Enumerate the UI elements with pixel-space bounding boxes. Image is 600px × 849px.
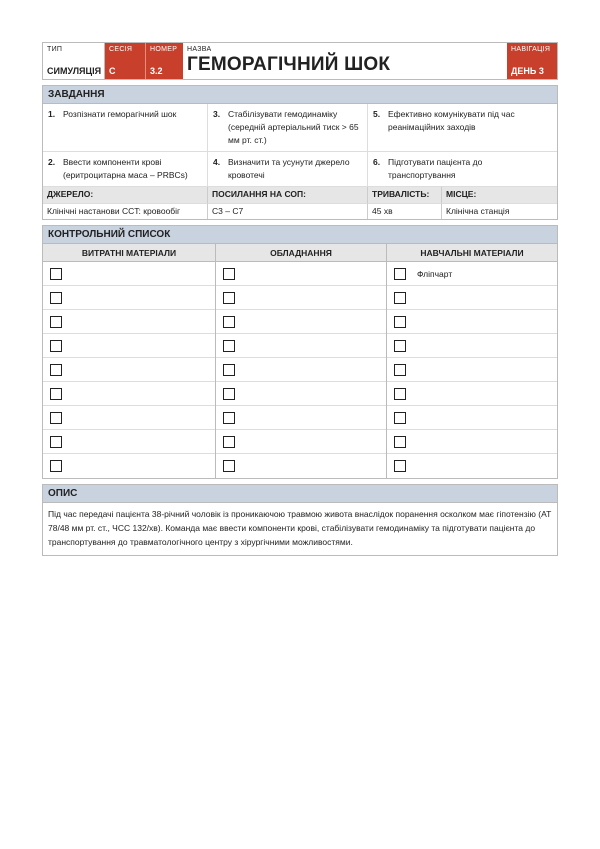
checkbox[interactable] [223, 316, 235, 328]
task-number: 6. [373, 157, 381, 167]
number-cell [145, 43, 183, 79]
checklist-row [216, 262, 386, 286]
tasks-section [42, 85, 558, 220]
checkbox[interactable] [50, 388, 62, 400]
nav-cell[interactable] [507, 43, 557, 79]
task-item [207, 152, 367, 187]
description-text: Під час передачі пацієнта 38-річний чоловік із проникаючою травмою живота внаслідок поранення осколком має гіпотензію (АТ 78/48 мм рт. ст., ЧСС 132/хв). Команда має ввести компоненти крові, стабілізувати гемодинаміку та підготувати пацієнта до транспортування до травматологічного центру з хірургічними можливостями. [48, 509, 552, 547]
checkbox[interactable] [50, 316, 62, 328]
session-value: С [109, 66, 116, 76]
checklist-row [387, 310, 557, 334]
checkbox[interactable] [223, 292, 235, 304]
task-item [367, 104, 557, 152]
description-section [42, 484, 558, 556]
consumables-header: ВИТРАТНІ МАТЕРІАЛИ [43, 244, 215, 262]
nav-value[interactable]: ДЕНЬ 3 [511, 66, 544, 76]
task-number: 2. [48, 157, 56, 167]
checklist-header-row [43, 244, 557, 262]
checkbox[interactable] [223, 388, 235, 400]
checklist-row [43, 286, 215, 310]
title-label: НАЗВА [187, 46, 212, 53]
checklist-row [43, 358, 215, 382]
place-value: Клінічна станція [441, 203, 557, 219]
task-text: Визначити та усунути джерело кровотечі [228, 157, 350, 180]
type-label: ТИП [47, 46, 63, 53]
checkbox[interactable] [394, 268, 406, 280]
task-number: 1. [48, 109, 56, 119]
task-text: Підготувати пацієнта до транспортування [388, 157, 483, 180]
checklist-row [216, 382, 386, 406]
checklist-row [387, 358, 557, 382]
checkbox[interactable] [394, 292, 406, 304]
number-label: НОМЕР [150, 46, 178, 53]
checkbox[interactable] [394, 388, 406, 400]
checklist-row [43, 430, 215, 454]
type-value: СИМУЛЯЦІЯ [47, 66, 102, 76]
checklist-row [387, 430, 557, 454]
checkbox[interactable] [50, 292, 62, 304]
consumables-column [43, 262, 215, 478]
task-text: Стабілізувати гемодинаміку (середній артеріальний тиск > 65 мм рт. ст.) [228, 109, 359, 145]
header [42, 42, 558, 80]
checkbox[interactable] [394, 460, 406, 472]
checkbox[interactable] [50, 436, 62, 448]
task-text: Ефективно комунікувати під час реанімаційних заходів [388, 109, 515, 132]
task-text: Ввести компоненти крові (еритроцитарна маса – PRBCs) [63, 157, 188, 180]
checkbox[interactable] [223, 340, 235, 352]
page-title: ГЕМОРАГІЧНИЙ ШОК [187, 54, 391, 75]
checkbox[interactable] [50, 412, 62, 424]
checklist-row [216, 286, 386, 310]
checkbox[interactable] [394, 340, 406, 352]
task-item [43, 104, 207, 152]
source-value: Клінічні настанови CCT: кровообіг [43, 203, 207, 219]
checkbox[interactable] [223, 412, 235, 424]
task-text: Розпізнати геморагічний шок [63, 109, 177, 119]
checklist-heading: КОНТРОЛЬНИЙ СПИСОК [43, 226, 557, 244]
task-item [43, 152, 207, 187]
task-number: 5. [373, 109, 381, 119]
description-heading: ОПИС [43, 485, 557, 503]
meta-grid [43, 187, 557, 219]
source-label: ДЖЕРЕЛО: [43, 187, 207, 203]
checklist-row [43, 262, 215, 286]
place-label: МІСЦЕ: [441, 187, 557, 203]
task-number: 4. [213, 157, 221, 167]
checkbox[interactable] [50, 268, 62, 280]
duration-label: ТРИВАЛІСТЬ: [367, 187, 441, 203]
checklist-section [42, 225, 558, 479]
checklist-row [216, 358, 386, 382]
checkbox[interactable] [50, 340, 62, 352]
checkbox[interactable] [394, 436, 406, 448]
checkbox[interactable] [223, 268, 235, 280]
task-item [207, 104, 367, 152]
checklist-row [387, 454, 557, 478]
checklist-row [43, 382, 215, 406]
checklist-row [216, 334, 386, 358]
checklist-row [216, 430, 386, 454]
task-number: 3. [213, 109, 221, 119]
title-cell [183, 43, 507, 79]
tasks-heading: ЗАВДАННЯ [43, 86, 557, 104]
checklist-body [43, 262, 557, 478]
checkbox[interactable] [394, 412, 406, 424]
checkbox[interactable] [394, 316, 406, 328]
session-label: СЕСІЯ [109, 46, 133, 53]
checklist-row [216, 310, 386, 334]
checklist-row [387, 286, 557, 310]
checkbox[interactable] [223, 460, 235, 472]
type-cell [43, 43, 105, 79]
checklist-row [43, 406, 215, 430]
task-item [367, 152, 557, 187]
equipment-column [215, 262, 386, 478]
checklist-row [216, 406, 386, 430]
checklist-row [43, 454, 215, 478]
learning-column [386, 262, 557, 478]
page [42, 42, 558, 556]
sop-label: ПОСИЛАННЯ НА СОП: [207, 187, 367, 203]
checklist-row [387, 406, 557, 430]
checklist-row [387, 334, 557, 358]
sop-value: C3 – C7 [207, 203, 367, 219]
checklist-row [387, 382, 557, 406]
session-cell [105, 43, 145, 79]
number-value: 3.2 [150, 66, 163, 76]
checkbox[interactable] [394, 364, 406, 376]
tasks-grid [43, 104, 557, 187]
checklist-row [43, 310, 215, 334]
checkbox[interactable] [223, 436, 235, 448]
duration-value: 45 хв [367, 203, 441, 219]
learning-header: НАВЧАЛЬНІ МАТЕРІАЛИ [386, 244, 557, 262]
equipment-header: ОБЛАДНАННЯ [215, 244, 386, 262]
checklist-item-text: Фліпчарт [417, 268, 453, 279]
checkbox[interactable] [50, 364, 62, 376]
nav-label: НАВІГАЦІЯ [511, 46, 551, 53]
checklist-row [43, 334, 215, 358]
checklist-row [216, 454, 386, 478]
checkbox[interactable] [50, 460, 62, 472]
checkbox[interactable] [223, 364, 235, 376]
checklist-row [387, 262, 557, 286]
